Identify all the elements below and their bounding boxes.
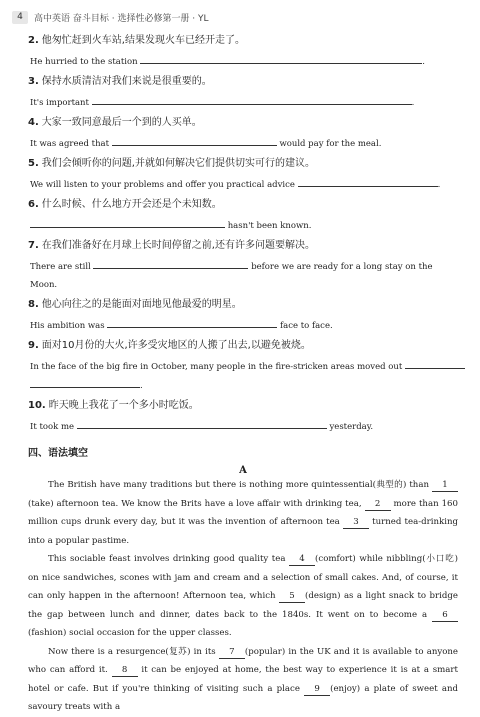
english-prompt: It took me — [30, 422, 75, 432]
passage-text: Now there is a resurgence(复苏) in its — [48, 646, 219, 657]
translation-item — [28, 34, 458, 69]
header-text: 高中英语 奋斗目标 · 选择性必修第一册 · YL — [34, 13, 209, 24]
translation-item — [28, 75, 458, 110]
passage-text: it can be enjoyed at home, the best way to experience it is at a smart hotel or cafe. But if you're thinking of visiting such a place — [28, 665, 458, 694]
passage-title: A — [239, 465, 247, 476]
answer-blank[interactable] — [30, 378, 140, 388]
item-number: 2. — [28, 35, 39, 46]
gap-blank-3[interactable]: 3 — [343, 517, 369, 529]
item-number: 4. — [28, 117, 39, 128]
gap-blank-9[interactable]: 9 — [304, 684, 330, 696]
english-prompt: There are still — [30, 262, 91, 272]
gap-blank-6[interactable]: 6 — [432, 610, 458, 622]
chinese-sentence: 昨天晚上我花了一个多小时吃饭。 — [48, 400, 199, 411]
translation-item — [28, 198, 458, 233]
english-suffix: . — [422, 57, 425, 67]
translation-item — [28, 116, 458, 151]
passage-paragraph — [28, 476, 458, 550]
chinese-sentence: 我们会倾听你的问题,并就如何解决它们提供切实可行的建议。 — [41, 158, 315, 169]
translation-item — [28, 399, 458, 434]
gap-blank-4[interactable]: 4 — [289, 554, 315, 566]
chinese-sentence: 大家一致同意最后一个到的人买单。 — [41, 117, 202, 128]
gap-blank-8[interactable]: 8 — [112, 665, 138, 677]
english-prompt: In the face of the big fire in October, many people in the fire-stricken areas moved out — [30, 362, 403, 372]
item-number: 6. — [28, 199, 39, 210]
passage-text: This sociable feast involves drinking good quality tea — [48, 554, 290, 564]
english-continuation: . — [140, 381, 143, 391]
item-number: 5. — [28, 158, 39, 169]
translation-item — [28, 157, 458, 192]
item-number: 10. — [28, 400, 46, 411]
item-number: 3. — [28, 76, 39, 87]
english-suffix: face to face. — [280, 321, 333, 331]
passage-text: turned tea-drinking into a popular pastime. — [28, 517, 458, 546]
gap-blank-5[interactable]: 5 — [279, 591, 305, 603]
passage-text: (comfort) while nibbling(小口吃) on nice sandwiches, scones with jam and cream and a selection of small cakes. And, of course, it can only happen in the afternoon! Afternoon tea, which — [28, 554, 458, 601]
gap-blank-2[interactable]: 2 — [365, 499, 391, 511]
answer-blank[interactable] — [77, 419, 327, 429]
passage-text: (fashion) social occasion for the upper classes. — [28, 628, 232, 638]
english-suffix: before we are ready for a long stay on the — [251, 262, 433, 272]
page-number: 4 — [12, 11, 28, 24]
chinese-sentence: 面对10月份的大火,许多受灾地区的人搬了出去,以避免被烧。 — [41, 340, 311, 351]
answer-blank[interactable] — [405, 359, 465, 369]
english-prompt: It's important — [30, 98, 89, 108]
passage-text: (enjoy) a plate of sweet and savoury treats with a — [28, 683, 458, 712]
passage-text: The British have many traditions but there is nothing more quintessential(典型的) than — [48, 480, 432, 490]
english-suffix: . — [437, 180, 441, 190]
english-prompt: We will listen to your problems and offer you practical advice — [30, 180, 295, 190]
answer-blank[interactable] — [30, 218, 225, 228]
english-prompt: It was agreed that — [30, 139, 110, 149]
chinese-sentence: 他心向往之的是能面对面地见他最爱的明星。 — [41, 299, 242, 310]
gap-blank-1[interactable]: 1 — [432, 480, 458, 492]
answer-blank[interactable] — [93, 259, 248, 269]
english-suffix: hasn't been known. — [227, 221, 312, 231]
english-suffix: . — [411, 98, 415, 108]
passage-paragraph — [28, 550, 458, 643]
english-prompt: His ambition was — [30, 321, 105, 331]
passage-paragraph — [28, 643, 458, 717]
passage-text: more than 160 million cups drunk every day, but it was the invention of afternoon tea — [28, 498, 458, 527]
answer-blank[interactable] — [298, 177, 438, 187]
item-number: 9. — [28, 340, 39, 351]
gap-blank-7[interactable]: 7 — [219, 647, 245, 659]
exercise-content — [28, 28, 458, 717]
answer-blank[interactable] — [140, 54, 422, 64]
chinese-sentence: 什么时候、什么地方开会还是个未知数。 — [41, 199, 222, 210]
passage-text: (take) afternoon tea. We know the Brits have a love affair with drinking tea, — [28, 498, 365, 509]
passage — [28, 476, 458, 717]
answer-blank[interactable] — [107, 318, 277, 328]
translation-item — [28, 339, 458, 393]
english-continuation: Moon. — [30, 280, 58, 290]
chinese-sentence: 在我们准备好在月球上长时间停留之前,还有许多问题要解决。 — [41, 240, 315, 251]
page-header — [12, 8, 209, 26]
item-number: 8. — [28, 299, 39, 310]
chinese-sentence: 保持水质清洁对我们来说是很重要的。 — [41, 76, 212, 87]
english-suffix: would pay for the meal. — [279, 139, 382, 149]
section-title: 四、语法填空 — [28, 448, 88, 459]
english-suffix: yesterday. — [329, 422, 374, 432]
translation-item — [28, 239, 458, 292]
english-prompt: He hurried to the station — [30, 57, 138, 67]
passage-text: (popular) in the UK and it is available to anyone who can afford it. — [28, 646, 459, 675]
chinese-sentence: 他匆忙赶到火车站,结果发现火车已经开走了。 — [41, 35, 245, 46]
item-number: 7. — [28, 240, 39, 251]
answer-blank[interactable] — [112, 136, 277, 146]
passage-text: (design) as a light snack to bridge the gap between lunch and dinner, dates back to the 1840s. It went on to become a — [28, 591, 459, 620]
answer-blank[interactable] — [92, 95, 412, 105]
translation-item — [28, 298, 458, 333]
